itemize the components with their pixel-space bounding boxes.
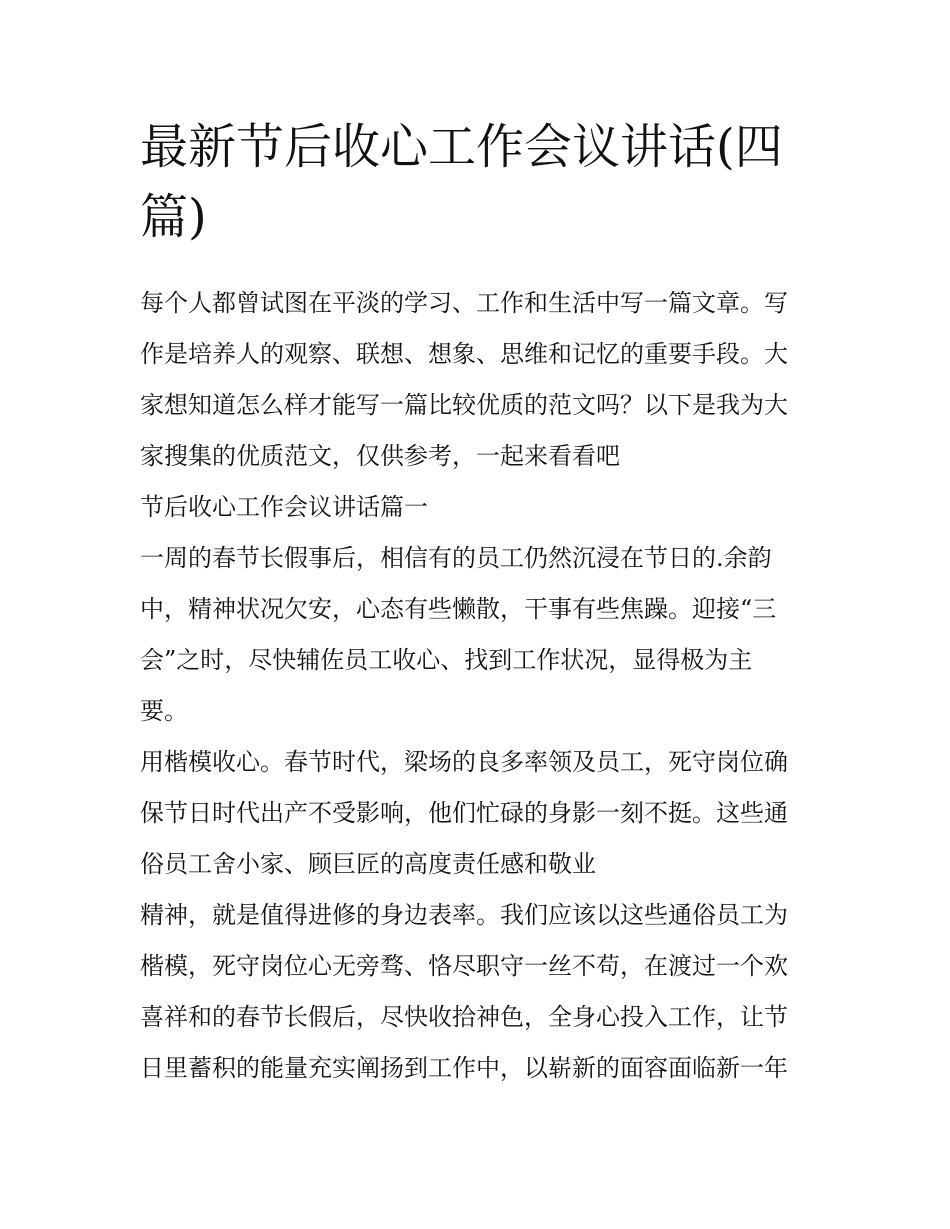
paragraph-1-line-3: 会”之时，尽快辅佐员工收心、找到工作状况，显得极为主 bbox=[140, 646, 753, 674]
paragraph-1-line-2: 中，精神状况欠安，心态有些懒散，干事有些焦躁。迎接“三 bbox=[140, 595, 777, 623]
intro-line-3: 家想知道怎么样才能写一篇比较优质的范文吗？以下是我为大 bbox=[140, 391, 788, 419]
section-heading: 节后收心工作会议讲话篇一 bbox=[140, 493, 428, 521]
title-line-1: 最新节后收心工作会议讲话(四 bbox=[140, 119, 783, 175]
paragraph-2-line-3: 俗员工舍小家、顾巨匠的高度责任感和敬业 bbox=[140, 850, 596, 878]
paragraph-3-line-3: 喜祥和的春节长假后，尽快收拾神色，全身心投入工作，让节 bbox=[140, 1003, 788, 1031]
title-line-2: 篇) bbox=[140, 189, 207, 245]
paragraph-3-line-1: 精神，就是值得进修的身边表率。我们应该以这些通俗员工为 bbox=[140, 901, 788, 929]
paragraph-2-line-2: 保节日时代出产不受影响，他们忙碌的身影一刻不挺。这些通 bbox=[140, 799, 788, 827]
paragraph-1-line-1: 一周的春节长假事后，相信有的员工仍然沉浸在节日的.余韵 bbox=[140, 544, 772, 572]
intro-line-4: 家搜集的优质范文，仅供参考，一起来看看吧 bbox=[140, 442, 620, 470]
paragraph-3-line-2: 楷模，死守岗位心无旁骛、恪尽职守一丝不苟，在渡过一个欢 bbox=[140, 952, 788, 980]
intro-line-2: 作是培养人的观察、联想、想象、思维和记忆的重要手段。大 bbox=[140, 340, 788, 368]
paragraph-2-line-1: 用楷模收心。春节时代，梁场的良多率领及员工，死守岗位确 bbox=[140, 748, 788, 776]
paragraph-1-line-4: 要。 bbox=[140, 697, 188, 725]
intro-line-1: 每个人都曾试图在平淡的学习、工作和生活中写一篇文章。写 bbox=[140, 289, 788, 317]
paragraph-3-line-4: 日里蓄积的能量充实阐扬到工作中，以崭新的面容面临新一年 bbox=[140, 1054, 788, 1082]
document-title bbox=[140, 112, 820, 252]
document-body bbox=[140, 278, 820, 1094]
